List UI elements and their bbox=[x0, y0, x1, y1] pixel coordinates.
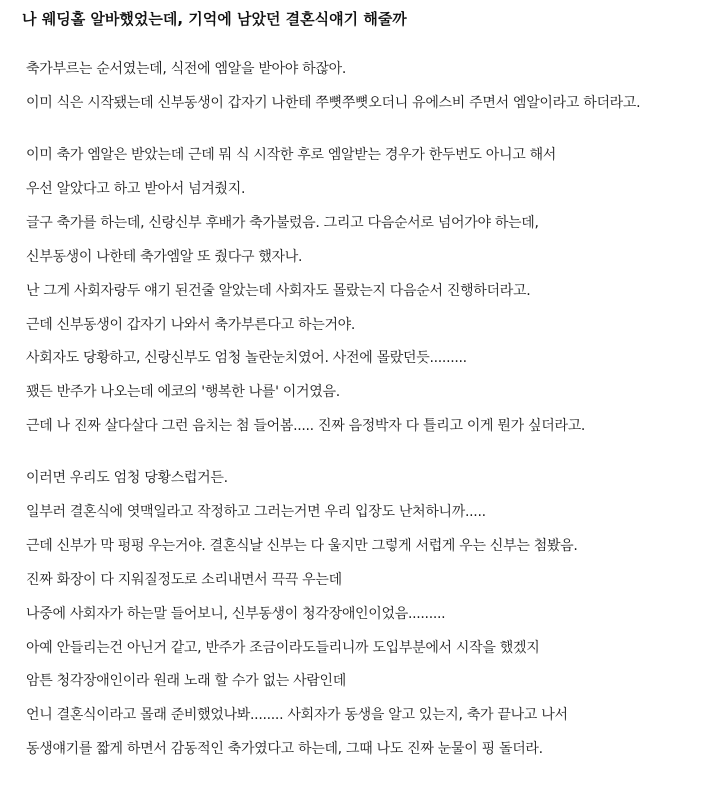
paragraph-6: 신부동생이 나한테 축가엠알 또 줬다구 했자나. bbox=[26, 249, 303, 265]
paragraph-3: 이미 축가 엠알은 받았는데 근데 뭐 식 시작한 후로 엠알받는 경우가 한두번도 아니고 해서 bbox=[26, 147, 557, 163]
paragraph-15: 진짜 화장이 다 지워질정도로 소리내면서 끅끅 우는데 bbox=[26, 572, 342, 588]
post-title: 나 웨딩홀 알바했었는데, 기억에 남았던 결혼식얘기 해줄까 bbox=[22, 10, 407, 28]
paragraph-18: 암튼 청각장애인이라 원래 노래 할 수가 없는 사람인데 bbox=[26, 673, 346, 689]
paragraph-12: 이러면 우리도 엄청 당황스럽거든. bbox=[26, 470, 228, 486]
paragraph-17: 아예 안들리는건 아닌거 같고, 반주가 조금이라도들리니까 도입부분에서 시작을 했겠지 bbox=[26, 640, 540, 656]
paragraph-9: 사회자도 당황하고, 신랑신부도 엄청 놀란눈치였어. 사전에 몰랐던듯......... bbox=[26, 350, 467, 366]
paragraph-10: 꽸든 반주가 나오는데 에코의 '행복한 나를' 이거였음. bbox=[26, 384, 340, 400]
paragraph-11: 근데 나 진짜 살다살다 그런 음치는 첨 들어봄..... 진짜 음정박자 다 틀리고 이게 뭔가 싶더라고. bbox=[26, 418, 586, 434]
paragraph-8: 근데 신부동생이 갑자기 나와서 축가부른다고 하는거야. bbox=[26, 317, 356, 333]
paragraph-19: 언니 결혼식이라고 몰래 준비했었나봐........ 사회자가 동생을 알고 있는지, 축가 끝나고 나서 bbox=[26, 707, 568, 723]
paragraph-14: 근데 신부가 막 펑펑 우는거야. 결혼식날 신부는 다 울지만 그렇게 서럽게 우는 신부는 첨봤음. bbox=[26, 538, 578, 554]
paragraph-4: 우선 알았다고 하고 받아서 넘겨줬지. bbox=[26, 181, 246, 197]
paragraph-13: 일부러 결혼식에 엿맥일라고 작정하고 그러는거면 우리 입장도 난처하니까..... bbox=[26, 504, 486, 520]
paragraph-20: 동생얘기를 짧게 하면서 감동적인 축가였다고 하는데, 그때 나도 진짜 눈물이 핑 돌더라. bbox=[26, 741, 543, 757]
paragraph-16: 나중에 사회자가 하는말 들어보니, 신부동생이 청각장애인이었음......... bbox=[26, 606, 446, 622]
paragraph-2: 이미 식은 시작됐는데 신부동생이 갑자기 나한테 쭈뼛쭈뼛오더니 유에스비 주면서 엠알이라고 하더라고. bbox=[26, 95, 641, 111]
paragraph-1: 축가부르는 순서였는데, 식전에 엠알을 받아야 하잖아. bbox=[26, 61, 346, 77]
paragraph-7: 난 그게 사회자랑두 얘기 된건줄 알았는데 사회자도 몰랐는지 다음순서 진행하더라고. bbox=[26, 283, 531, 299]
paragraph-5: 글구 축가를 하는데, 신랑신부 후배가 축가불렀음. 그리고 다음순서로 넘어가야 하는데, bbox=[26, 215, 539, 231]
